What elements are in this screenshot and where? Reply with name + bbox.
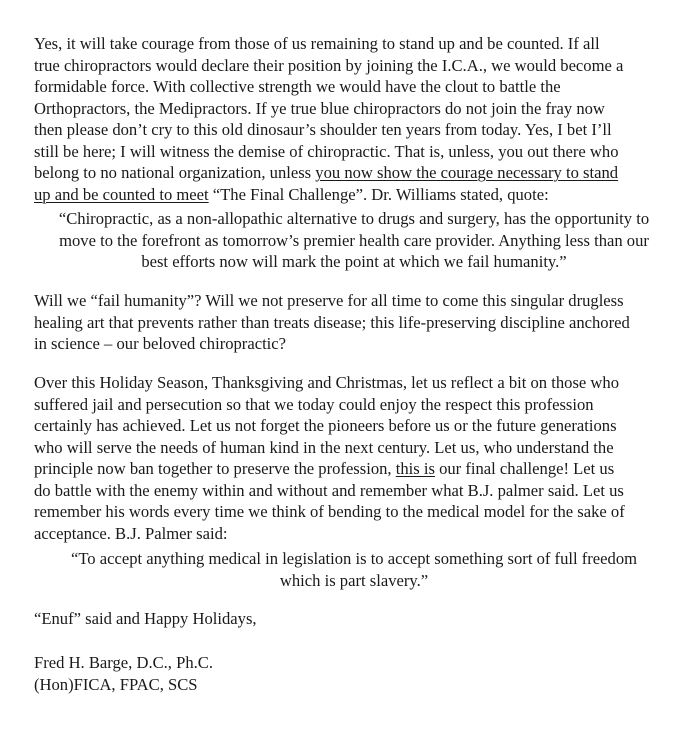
text-line: suffered jail and persecution so that we today could enjoy the respect this profession — [34, 394, 594, 414]
signature-name: Fred H. Barge, D.C., Ph.C. — [34, 653, 213, 672]
signature-credentials: (Hon)FICA, FPAC, SCS — [34, 674, 198, 694]
quote-line: move to the forefront as tomorrow’s premier health care provider. Anything less than our — [59, 230, 649, 250]
underlined-text: you now show the courage necessary to stand — [315, 163, 619, 182]
text-line: in science – our beloved chiropractic? — [34, 334, 287, 353]
quote-palmer — [34, 548, 674, 591]
text-line: Orthopractors, the Medipractors. If ye true blue chiropractors do not join the fray now — [34, 98, 605, 118]
text-line: who will serve the needs of human kind in the next century. Let us, who understand the — [34, 437, 614, 457]
text-line: formidable force. With collective strength we would have the clout to battle the — [34, 77, 561, 96]
underlined-text: up and be counted to meet — [34, 184, 209, 204]
quote-line: “To accept anything medical in legislation is to accept something sort of full freedom — [70, 549, 638, 568]
paragraph-holiday-season — [34, 372, 674, 544]
signature-block — [34, 652, 674, 695]
text-line: certainly has achieved. Let us not forget the pioneers before us or the future generations — [34, 416, 617, 435]
text-line — [34, 184, 674, 206]
quote-line: which is part slavery.” — [279, 570, 429, 590]
text-line — [34, 162, 674, 184]
text-line: true chiropractors would declare their position by joining the I.C.A., we would become a — [34, 55, 624, 75]
quote-williams — [34, 208, 674, 273]
closing-text: “Enuf” said and Happy Holidays, — [34, 609, 257, 628]
text-line: acceptance. B.J. Palmer said: — [34, 523, 228, 543]
text-line: then please don’t cry to this old dinosaur’s shoulder ten years from today. Yes, I bet I’ll — [34, 120, 612, 139]
quote-line: “Chiropractic, as a non-allopathic alternative to drugs and surgery, has the opportunity to — [58, 209, 650, 228]
underlined-text: this is — [395, 459, 435, 478]
quote-line: best efforts now will mark the point at which we fail humanity.” — [141, 252, 567, 271]
text-run: belong to no national organization, unless — [34, 163, 316, 182]
text-line: remember his words every time we think of bending to the medical model for the sake of — [34, 502, 625, 521]
paragraph-fail-humanity — [34, 290, 674, 355]
text-line: Over this Holiday Season, Thanksgiving and Christmas, let us reflect a bit on those who — [34, 373, 619, 392]
text-line — [34, 458, 674, 480]
text-line: do battle with the enemy within and without and remember what B.J. palmer said. Let us — [34, 480, 624, 500]
paragraph-courage — [34, 33, 674, 205]
text-line: Yes, it will take courage from those of us remaining to stand up and be counted. If all — [34, 34, 600, 53]
closing-line — [34, 608, 674, 630]
text-line: Will we “fail humanity”? Will we not preserve for all time to come this singular drugless — [34, 291, 624, 310]
text-line: still be here; I will witness the demise of chiropractic. That is, unless, you out there who — [34, 141, 619, 161]
text-run: “The Final Challenge”. Dr. Williams stated, quote: — [208, 184, 549, 204]
text-line: healing art that prevents rather than treats disease; this life-preserving discipline anchored — [34, 312, 630, 332]
text-run: our final challenge! Let us — [434, 459, 615, 478]
text-run: principle now ban together to preserve the profession, — [34, 459, 396, 478]
